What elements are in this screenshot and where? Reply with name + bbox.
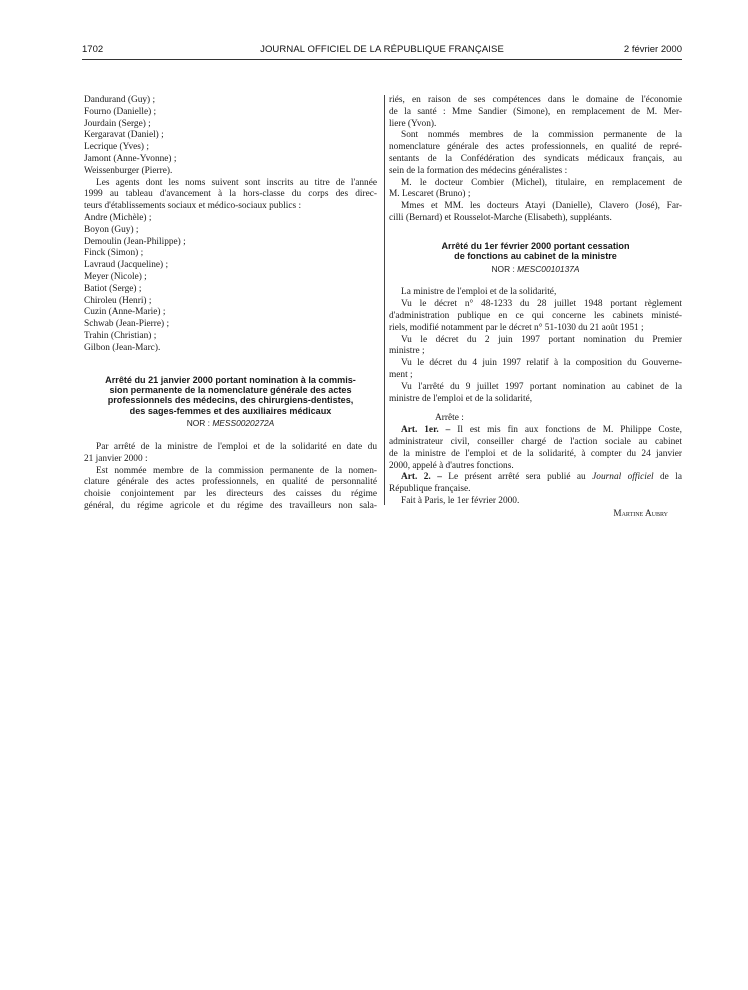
- text-line: 2000, appelé à d'autres fonctions.: [389, 460, 514, 471]
- header-rule: [82, 59, 682, 60]
- text-line: de la ministre de l'emploi et de la solidarité, à compter du 24 janvier: [389, 448, 682, 459]
- nor-code: MESS0020272A: [212, 418, 275, 429]
- right-column: [389, 95, 682, 520]
- name-item: Finck (Simon) ;: [84, 248, 144, 259]
- page-header: [82, 44, 682, 58]
- text-line: 1999 au tableau d'avancement à la hors-classe du corps des direc-: [84, 189, 377, 200]
- text-line: M. le docteur Combier (Michel), titulaire, en remplacement de: [401, 177, 682, 188]
- visa-3: [389, 358, 682, 382]
- text-line: teurs d'établissements sociaux et médico-sociaux publics :: [84, 201, 302, 212]
- text-line: liere (Yvon).: [389, 118, 437, 129]
- par-arrete-paragraph: [84, 442, 377, 466]
- substitutes-paragraph: [389, 201, 682, 225]
- name-item: Jamont (Anne-Yvonne) ;: [84, 153, 177, 164]
- name-item: Fourno (Danielle) ;: [84, 106, 157, 117]
- text-line: Vu le décret du 4 juin 1997 relatif à la composition du Gouverne-: [401, 358, 682, 369]
- visa-4: [389, 382, 682, 406]
- nor-label: NOR :: [186, 418, 210, 429]
- intro-paragraph: [84, 178, 377, 213]
- arrete-title-2: [389, 241, 682, 262]
- signature: Martine Aubry: [613, 507, 668, 518]
- text-line: Vu le décret n° 48-1233 du 28 juillet 1948 portant règlement: [401, 299, 682, 310]
- text-line: sentants de la Confédération des syndicats médicaux français, au: [389, 153, 682, 164]
- text-line: 21 janvier 2000 :: [84, 453, 148, 464]
- name-item: Schwab (Jean-Pierre) ;: [84, 319, 170, 330]
- nor-reference-2: [389, 264, 682, 276]
- text-line: Les agents dont les noms suivent sont inscrits au titre de l'année: [96, 177, 377, 188]
- text-line: cilli (Bernard) et Rousselot-Marche (Elisabeth), suppléants.: [389, 212, 612, 223]
- name-item: Cuzin (Anne-Marie) ;: [84, 307, 166, 318]
- article-1-label: Art. 1er. –: [401, 425, 451, 436]
- text-line: ministre ;: [389, 346, 425, 357]
- text-line: riels, modifié notamment par le décret n° 51-1030 du 21 août 1951 ;: [389, 322, 644, 333]
- text-line: Il est mis fin aux fonctions de M. Philippe Coste,: [457, 425, 682, 436]
- name-item: Trahin (Christian) ;: [84, 330, 157, 341]
- text-line: clature générale des actes professionnels, en qualité de personnalité: [84, 477, 377, 488]
- name-item: Jourdain (Serge) ;: [84, 118, 151, 129]
- text-line: Vu l'arrêté du 9 juillet 1997 portant nomination au cabinet de la: [401, 381, 682, 392]
- nor-code: MESC0010137A: [517, 263, 580, 274]
- journal-title: JOURNAL OFFICIEL DE LA RÉPUBLIQUE FRANÇAISE: [260, 44, 504, 55]
- text-line: général, du régime agricole et du régime des travailleurs non sala-: [84, 500, 377, 511]
- arrete-word: Arrête :: [435, 413, 464, 424]
- text-line: Par arrêté de la ministre de l'emploi et de la solidarité en date du: [96, 441, 377, 452]
- article-2: [389, 472, 682, 496]
- combier-paragraph: [389, 178, 682, 202]
- continuation-paragraph: [389, 95, 682, 130]
- text-line: administrateur civil, conseiller chargé de l'action sociale au cabinet: [389, 436, 682, 447]
- nor-label: NOR :: [491, 263, 515, 274]
- article-2-label: Art. 2. –: [401, 472, 442, 483]
- text-line: Mmes et MM. les docteurs Atayi (Danielle), Clavero (José), Far-: [401, 201, 682, 212]
- column-divider: [384, 95, 385, 505]
- title-line: de fonctions au cabinet de la ministre: [454, 251, 617, 262]
- title-line: Arrêté du 21 janvier 2000 portant nomination à la commis-: [105, 374, 356, 385]
- names-list-a: [84, 95, 377, 178]
- text-fragment: Le présent arrêté sera publié au: [448, 472, 586, 483]
- visa-2: [389, 335, 682, 359]
- nor-reference-1: [84, 418, 377, 430]
- left-column: [84, 95, 377, 513]
- name-item: Lavraud (Jacqueline) ;: [84, 260, 169, 271]
- members-paragraph: [389, 130, 682, 177]
- article-2-first-line: [389, 472, 682, 484]
- arrete-title-1: [84, 375, 377, 417]
- title-line: professionnels des médecins, des chirurgiens-dentistes,: [107, 395, 354, 406]
- article-1: [389, 425, 682, 472]
- fait-line: Fait à Paris, le 1er février 2000.: [401, 495, 520, 506]
- text-fragment: de la: [660, 472, 682, 483]
- text-line: République française.: [389, 484, 471, 495]
- title-line: sion permanente de la nomenclature générale des actes: [109, 384, 352, 395]
- name-item: Batiot (Serge) ;: [84, 283, 142, 294]
- text-line: riés, en raison de ses compétences dans le domaine de l'économie: [389, 95, 682, 105]
- article-1-first-line: [389, 425, 682, 437]
- names-list-b: [84, 213, 377, 355]
- name-item: Lecrique (Yves) ;: [84, 142, 149, 153]
- name-item: Meyer (Nicole) ;: [84, 271, 147, 282]
- name-item: Chiroleu (Henri) ;: [84, 295, 152, 306]
- name-item: Demoulin (Jean-Philippe) ;: [84, 236, 186, 247]
- text-line: nomenclature générale des actes professionnels, en qualité de repré-: [389, 142, 682, 153]
- text-line: Sont nommés membres de la commission permanente de la: [401, 130, 682, 141]
- page-number: 1702: [82, 44, 104, 55]
- text-line: M. Lescaret (Bruno) ;: [389, 189, 471, 200]
- text-line: choisie conjointement par les directeurs des caisses du régime: [84, 489, 377, 500]
- text-line: de la santé : Mme Sandier (Simone), en remplacement de M. Mer-: [389, 106, 682, 117]
- text-line: ment ;: [389, 369, 413, 380]
- text-line: ministre de l'emploi et de la solidarité,: [389, 393, 533, 404]
- issue-date: 2 février 2000: [623, 44, 682, 55]
- name-item: Dandurand (Guy) ;: [84, 95, 156, 105]
- journal-name: Journal officiel: [592, 472, 654, 483]
- text-line: Est nommée membre de la commission permanente de la nomen-: [96, 465, 377, 476]
- nomination-paragraph: [84, 466, 377, 513]
- text-line: sein de la formation des médecins généralistes :: [389, 165, 568, 176]
- title-line: Arrêté du 1er février 2000 portant cessation: [441, 240, 630, 251]
- name-item: Andre (Michèle) ;: [84, 212, 152, 223]
- name-item: Kergaravat (Daniel) ;: [84, 130, 164, 141]
- name-item: Boyon (Guy) ;: [84, 224, 139, 235]
- visa-1: [389, 299, 682, 334]
- text-line: d'administration publique en ce qui concerne les cabinets ministé-: [389, 310, 682, 321]
- name-item: Gilbon (Jean-Marc).: [84, 342, 161, 353]
- name-item: Weissenburger (Pierre).: [84, 165, 173, 176]
- title-line: des sages-femmes et des auxiliaires médicaux: [129, 405, 332, 416]
- ministre-line: La ministre de l'emploi et de la solidarité,: [401, 287, 557, 298]
- text-line: Vu le décret du 2 juin 1997 portant nomination du Premier: [401, 334, 682, 345]
